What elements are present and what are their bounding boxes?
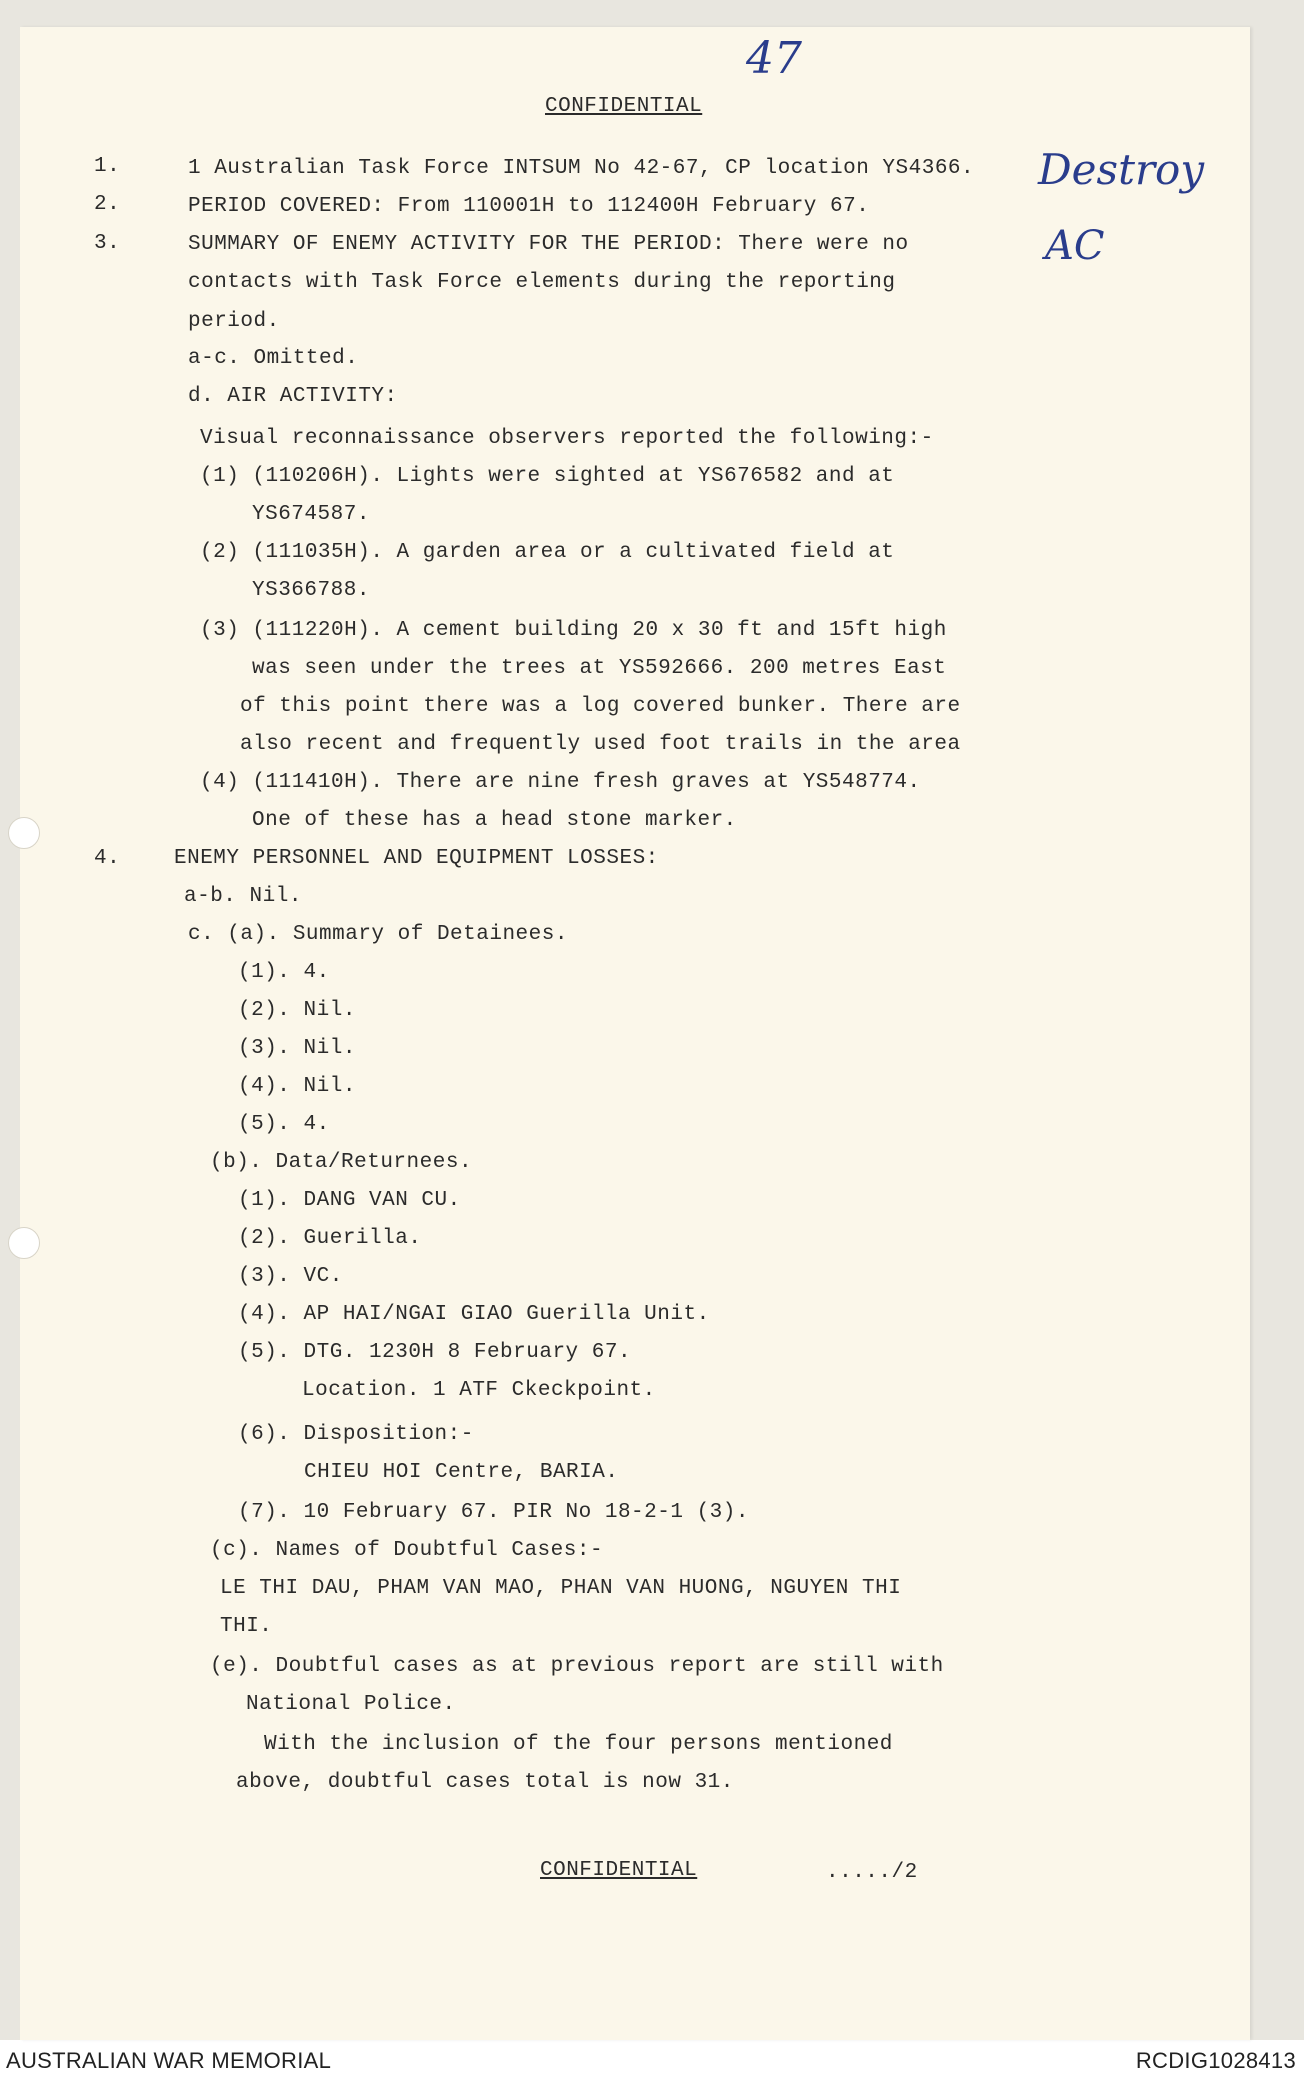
detainee-count: (3). Nil.	[238, 1037, 356, 1060]
item-number: 1.	[94, 155, 121, 178]
footer-classification: CONFIDENTIAL	[540, 1859, 698, 1882]
visual-recon-intro: Visual reconnaissance observers reported the following:-	[200, 427, 934, 450]
observation-line: (3) (111220H). A cement building 20 x 30 ft and 15ft high	[200, 619, 947, 642]
returnee-detail: (4). AP HAI/NGAI GIAO Guerilla Unit.	[238, 1303, 710, 1326]
observation-line: (1) (110206H). Lights were sighted at YS676582 and at	[200, 465, 895, 488]
returnee-detail: (2). Guerilla.	[238, 1227, 422, 1250]
returnees-heading: (b). Data/Returnees.	[210, 1151, 473, 1174]
item-number: 3.	[94, 232, 121, 255]
doubtful-cases-total: above, doubtful cases total is now 31.	[236, 1771, 734, 1794]
summary-line: SUMMARY OF ENEMY ACTIVITY FOR THE PERIOD: There were no	[188, 233, 909, 256]
item2-text: PERIOD COVERED: From 110001H to 112400H February 67.	[188, 195, 870, 218]
observation-line: (4) (111410H). There are nine fresh graves at YS548774.	[200, 771, 921, 794]
observation-line: One of these has a head stone marker.	[252, 809, 737, 832]
subitem-ab: a-b. Nil.	[184, 885, 302, 908]
returnee-detail: (7). 10 February 67. PIR No 18-2-1 (3).	[238, 1501, 749, 1524]
subitem-ac: a-c. Omitted.	[188, 347, 359, 370]
observation-line: YS366788.	[252, 579, 370, 602]
header-classification: CONFIDENTIAL	[545, 95, 703, 118]
returnee-detail: (3). VC.	[238, 1265, 343, 1288]
handwritten-destroy-note: Destroy	[1038, 145, 1205, 194]
observation-line: of this point there was a log covered bunker. There are	[240, 695, 961, 718]
returnee-detail: (6). Disposition:-	[238, 1423, 474, 1446]
doubtful-cases-names: LE THI DAU, PHAM VAN MAO, PHAN VAN HUONG, NGUYEN THI	[220, 1577, 902, 1600]
item1-text: 1 Australian Task Force INTSUM No 42-67, CP location YS4366.	[188, 157, 975, 180]
doubtful-cases-heading: (c). Names of Doubtful Cases:-	[210, 1539, 604, 1562]
returnee-detail: (5). DTG. 1230H 8 February 67.	[238, 1341, 632, 1364]
summary-line: period.	[188, 310, 280, 333]
detainees-heading: c. (a). Summary of Detainees.	[188, 923, 568, 946]
archive-name: AUSTRALIAN WAR MEMORIAL	[6, 2048, 332, 2073]
doubtful-cases-status: National Police.	[246, 1693, 456, 1716]
punch-hole	[8, 817, 40, 849]
detainee-count: (5). 4.	[238, 1113, 330, 1136]
returnee-detail: CHIEU HOI Centre, BARIA.	[304, 1461, 619, 1484]
returnee-detail: (1). DANG VAN CU.	[238, 1189, 461, 1212]
doubtful-cases-names: THI.	[220, 1615, 273, 1638]
summary-line: contacts with Task Force elements during the reporting	[188, 271, 896, 294]
observation-line: was seen under the trees at YS592666. 200 metres East	[252, 657, 947, 680]
detainee-count: (1). 4.	[238, 961, 330, 984]
detainee-count: (4). Nil.	[238, 1075, 356, 1098]
losses-heading: ENEMY PERSONNEL AND EQUIPMENT LOSSES:	[174, 847, 659, 870]
punch-hole	[8, 1227, 40, 1259]
detainee-count: (2). Nil.	[238, 999, 356, 1022]
continued-marker: ...../2	[826, 1861, 918, 1884]
observation-line: (2) (111035H). A garden area or a cultivated field at	[200, 541, 895, 564]
document-page	[20, 27, 1250, 2040]
observation-line: also recent and frequently used foot trails in the area	[240, 733, 961, 756]
doubtful-cases-status: (e). Doubtful cases as at previous report are still with	[210, 1655, 944, 1678]
item-number: 4.	[94, 847, 121, 870]
observation-line: YS674587.	[252, 503, 370, 526]
air-activity-heading: d. AIR ACTIVITY:	[188, 385, 398, 408]
item-number: 2.	[94, 193, 121, 216]
doubtful-cases-total: With the inclusion of the four persons mentioned	[264, 1733, 893, 1756]
archive-id: RCDIG1028413	[1135, 2048, 1296, 2073]
returnee-detail: Location. 1 ATF Ckeckpoint.	[302, 1379, 656, 1402]
handwritten-initials: AC	[1045, 223, 1105, 269]
handwritten-page-number: 47	[746, 33, 802, 84]
